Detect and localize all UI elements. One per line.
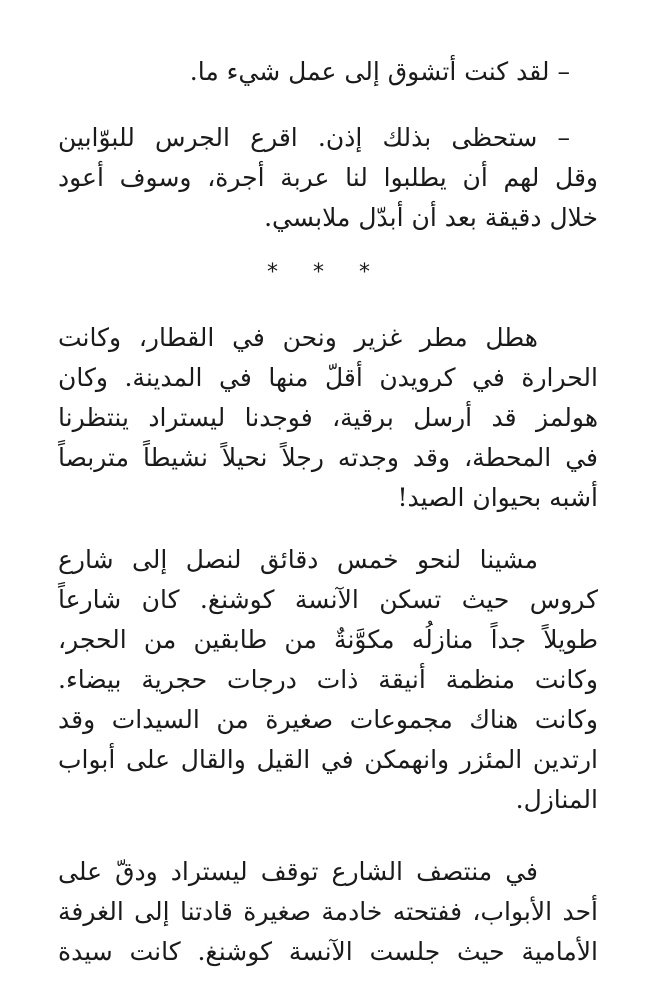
text-line: كروس حيث تسكن الآنسة كوشنغ. كان شارعاً (58, 585, 598, 614)
dialogue-line-1 (58, 52, 598, 92)
text-line: مشينا لنحو خمس دقائق لنصل إلى شارع (58, 545, 538, 574)
text-line: هطل مطر غزير ونحن في القطار، وكانت (58, 323, 538, 352)
text-line: ارتدين المئزر وانهمكن في القيل والقال على أبواب (58, 745, 598, 774)
text-line: الأمامية حيث جلست الآنسة كوشنغ. كانت سيدة (58, 937, 598, 966)
section-separator: * * * (267, 260, 384, 285)
text-line: وكانت منظمة أنيقة ذات درجات حجرية بيضاء. (58, 665, 598, 694)
text-line: في المحطة، وقد وجدته رجلاً نحيلاً نشيطاً متربصاً (58, 443, 598, 472)
dialogue-line-2 (58, 118, 598, 238)
text-line: وقل لهم أن يطلبوا لنا عربة أجرة، وسوف أعود (58, 163, 598, 192)
text-line: هولمز قد أرسل برقية، فوجدنا ليستراد ينتظرنا (58, 403, 598, 432)
text-line: – ستحظى بذلك إذن. اقرع الجرس للبوّابين (58, 123, 570, 152)
text-line: خلال دقيقة بعد أن أبدّل ملابسي. (264, 203, 598, 232)
paragraph-2 (58, 540, 598, 820)
paragraph-1 (58, 318, 598, 518)
text-line: المنازل. (515, 785, 598, 814)
text-line: في منتصف الشارع توقف ليستراد ودقّ على (58, 857, 538, 886)
paragraph-3 (58, 852, 598, 972)
text-line: أشبه بحيوان الصيد! (397, 483, 598, 512)
text-line: – لقد كنت أتشوق إلى عمل شيء ما. (189, 57, 570, 86)
text-line: طويلاً جداً منازلُه مكوَّنةٌ من طابقين من الحجر، (58, 625, 598, 654)
text-line: أحد الأبواب، ففتحته خادمة صغيرة قادتنا إلى الغرفة (58, 897, 598, 926)
text-line: الحرارة في كرويدن أقلّ منها في المدينة. وكان (58, 363, 598, 392)
text-line: وكانت هناك مجموعات صغيرة من السيدات وقد (58, 705, 598, 734)
